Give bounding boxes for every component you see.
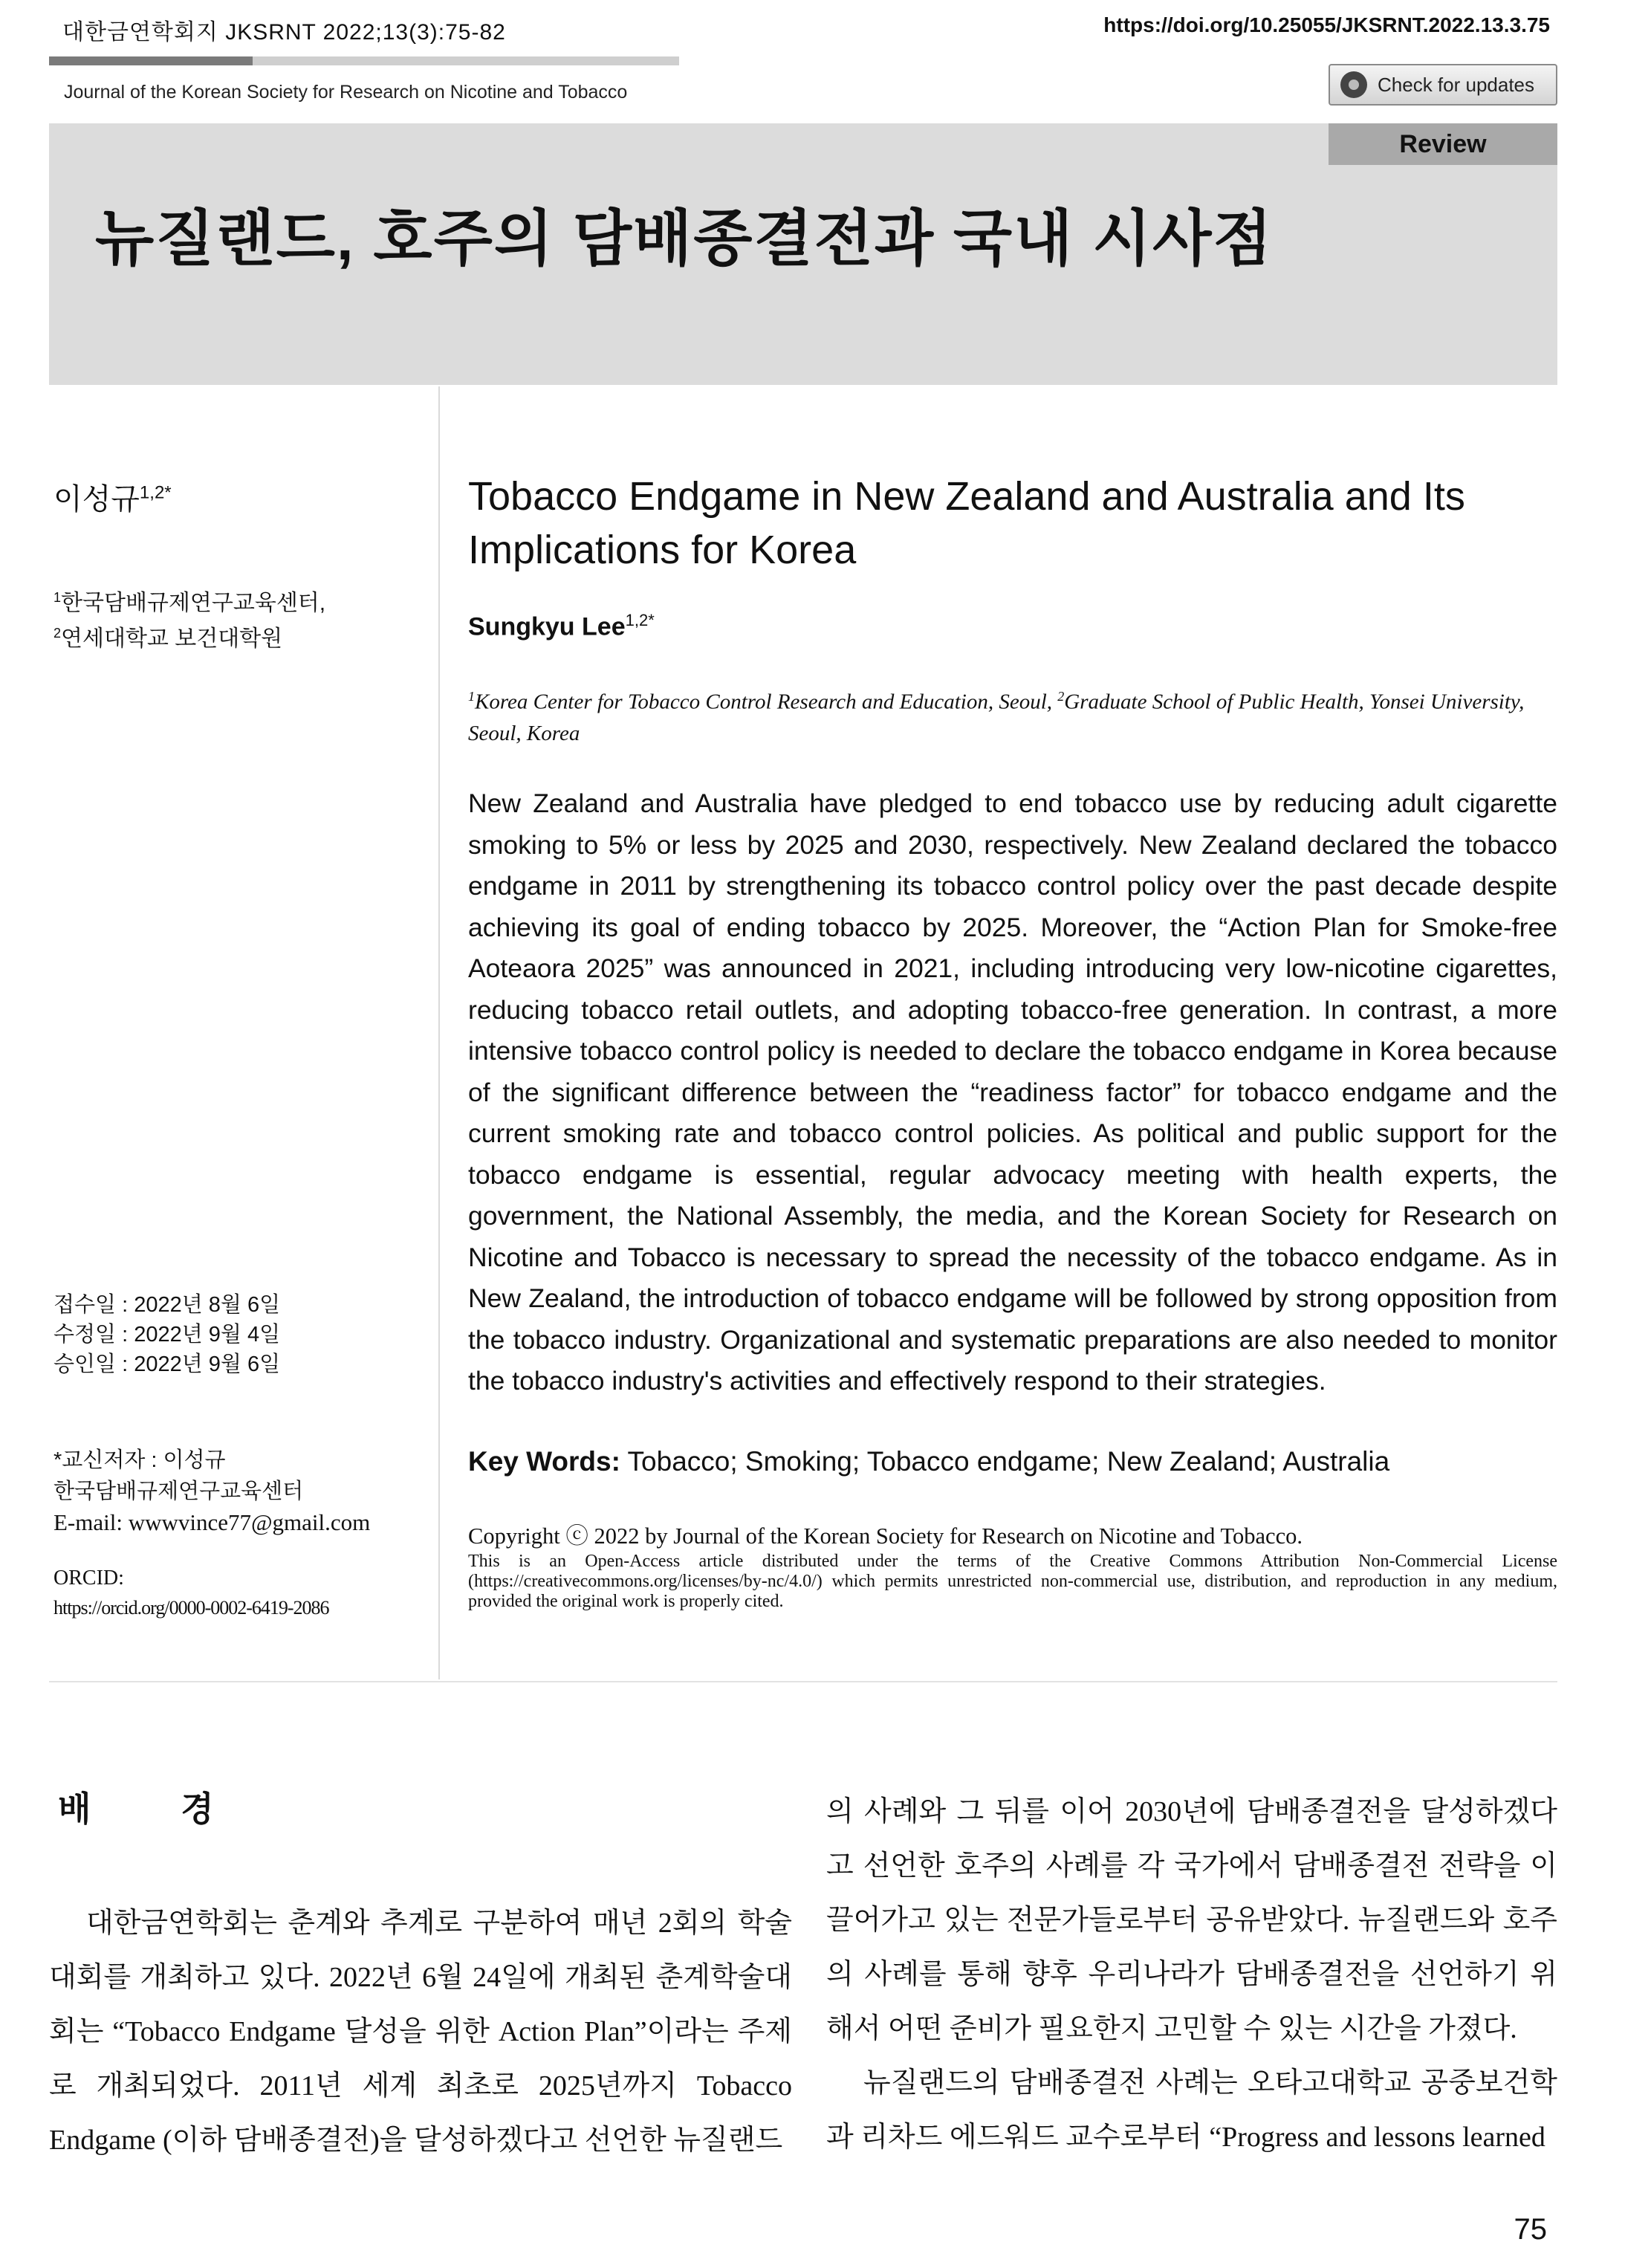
section-divider <box>49 1681 1557 1682</box>
abstract: New Zealand and Australia have pledged to end tobacco use by reducing adult cigarette smoking to 5% or less by 2025 and 2030, respectively. New Zealand declared the tobacco endgame in 2011 by strengthening its tobacco control policy over the past decade despite achieving its goal of ending tobacco by 2025. Moreover, the “Action Plan for Smoke-free Aoteaora 2025” was announced in 2021, including introducing very low-nicotine cigarettes, reducing tobacco retail outlets, and adopting tobacco-free generation. In contrast, a more intensive tobacco control policy is needed to declare the tobacco endgame in Korea because of the significant difference between the “readiness factor” for tobacco endgame and the current smoking rate and tobacco control policies. As political and public support for the tobacco endgame is essential, regular advocacy meeting with health experts, the government, the National Assembly, the media, and the Korean Society for Research on Nicotine and Tobacco is necessary to spread the necessity of the tobacco endgame. As in New Zealand, the introduction of tobacco endgame will be followed by strong opposition from the tobacco industry. Organizational and systematic preparations are also needed to monitor the tobacco industry's activities and effectively respond to their strategies. <box>468 788 1557 1396</box>
english-author: Sungkyu Lee$^{1,2*}$ <box>468 611 655 641</box>
body-paragraph: 의 사례와 그 뒤를 이어 2030년에 담배종결전을 달성하겠다고 선언한 호주의 사례를 각 국가에서 담배종결전 전략을 이끌어가고 있는 전문가들로부터 공유받았다. 뉴질랜드와 호주의 사례를 통해 향후 우리나라가 담배종결전을 선언하기 위해서 어떤 준비가 필요한지 고민할 수 있는 시간을 가졌다. <box>826 1796 1558 2044</box>
page-number: 75 <box>1514 2213 1547 2246</box>
received-date: 접수일 : 2022년 8월 6일 <box>53 1293 281 1317</box>
body-right-column <box>826 1785 1557 2165</box>
korean-title: 뉴질랜드, 호주의 담배종결전과 국내 시사점 <box>95 205 1274 273</box>
keywords: Key Words: Tobacco; Smoking; Tobacco endgame; New Zealand; Australia <box>468 1446 1390 1477</box>
body-paragraph: 대한금연학회는 춘계와 추계로 구분하여 매년 2회의 학술대회를 개최하고 있다. 2022년 6월 24일에 개최된 춘계학술대회는 “Tobacco Endgame 달성을 위한 Action Plan”이라는 주제로 개최되었다. 2011년 세계 최초로 2025년까지 Tobacco Endgame (이하 담배종결전)을 달성하겠다고 선언한 뉴질랜드 <box>49 1908 792 2156</box>
check-updates-label: Check for updates <box>1378 73 1535 96</box>
email-link[interactable]: E-mail: wwwvince77@gmail.com <box>53 1509 371 1535</box>
body-paragraph: 뉴질랜드의 담배종결전 사례는 오타고대학교 공중보건학과 리차드 에드워드 교수로부터 “Progress and lessons learned <box>826 2067 1557 2153</box>
crossmark-icon <box>1340 71 1367 98</box>
section-heading: 배 경 <box>58 1789 254 1828</box>
doi-link[interactable]: https://doi.org/10.25055/JKSRNT.2022.13.3.75 <box>1103 13 1550 36</box>
korean-author: 이성규$^{1,2*}$ <box>53 482 172 516</box>
correspondence: *교신저자 : 이성규 한국담배규제연구교육센터 E-mail: wwwvince77@gmail.com <box>53 1445 370 1538</box>
journal-citation: 대한금연학회지 JKSRNT 2022;13(3):75-82 <box>62 20 506 45</box>
orcid-link[interactable]: https://orcid.org/0000-0002-6419-2086 <box>53 1597 329 1619</box>
copyright: Copyright ⓒ 2022 by Journal of the Korean Society for Research on Nicotine and Tobacco. <box>468 1523 1303 1549</box>
journal-full-name: Journal of the Korean Society for Research on Nicotine and Tobacco <box>64 82 628 103</box>
header-rule-dark <box>49 56 253 65</box>
license: This is an Open-Access article distributed under the terms of the Creative Commons Attribution Non-Commercial License (https://creativecommons.org/licenses/by-nc/4.0/) which permits unrestricted non-commercial use, distribution, and reproduction in any medium, provided the original work is properly cited. <box>468 1552 1557 1611</box>
check-for-updates-button[interactable] <box>1329 64 1557 106</box>
orcid: ORCID: https://orcid.org/0000-0002-6419-2086 <box>53 1564 329 1623</box>
body-left-column <box>49 1896 792 2168</box>
english-title: Tobacco Endgame in New Zealand and Australia and Its Implications for Korea <box>468 474 1465 572</box>
header-rule-light <box>253 56 679 65</box>
article-dates <box>53 1290 280 1379</box>
accepted-date: 승인일 : 2022년 9월 6일 <box>53 1352 281 1376</box>
korean-affiliations: $^1$한국담배규제연구교육센터, $^2$연세대학교 보건대학원 <box>53 590 326 651</box>
revised-date: 수정일 : 2022년 9월 4일 <box>53 1323 281 1347</box>
english-affiliations: $^1$Korea Center for Tobacco Control Research and Education, Seoul, $^2$Graduate School of Public Health, Yonsei University, Seoul, Korea <box>468 689 1525 745</box>
column-divider <box>438 386 440 1679</box>
article-type-badge: Review <box>1329 123 1557 165</box>
